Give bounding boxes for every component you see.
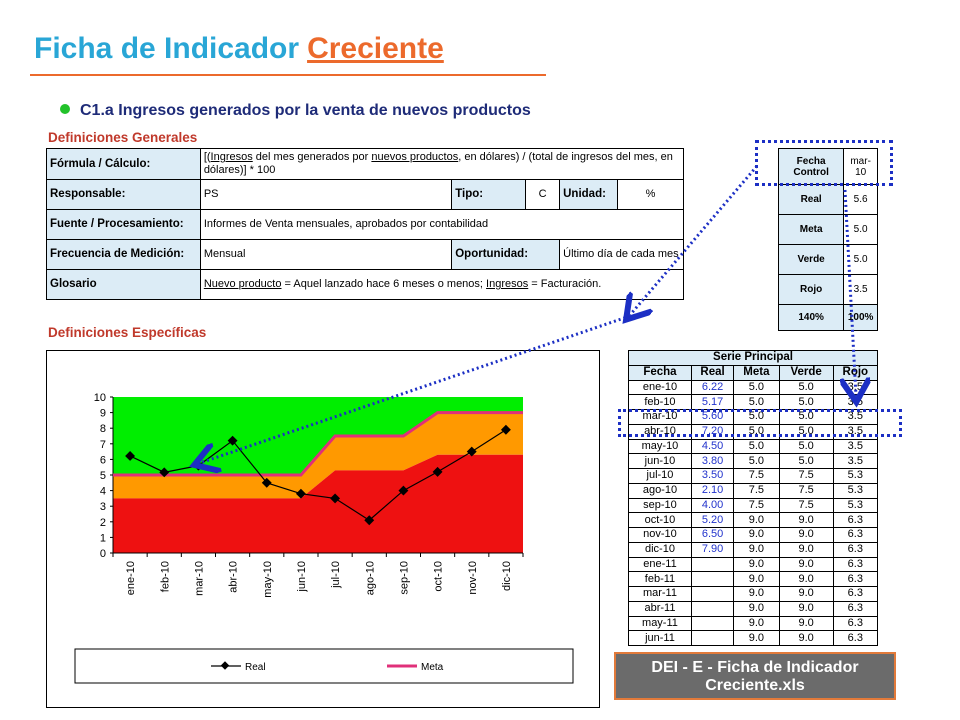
serie-cell-verde: 9.0	[779, 631, 833, 646]
serie-header-rojo: Rojo	[833, 365, 877, 380]
formula-label: Fórmula / Cálculo:	[47, 149, 201, 180]
y-tick-label: 2	[99, 516, 106, 529]
serie-cell-verde: 9.0	[779, 542, 833, 557]
control-verde-label: Verde	[779, 245, 844, 275]
frecuencia-value: Mensual	[200, 240, 451, 270]
serie-cell-fecha: oct-10	[629, 513, 692, 528]
control-rojo-label: Rojo	[779, 275, 844, 305]
slide-title-highlight: Creciente	[307, 32, 444, 65]
serie-cell-fecha: ene-10	[629, 380, 692, 395]
glosario-value: Nuevo producto = Aquel lanzado hace 6 meses o menos; Ingresos = Facturación.	[200, 270, 683, 300]
serie-cell-real: 5.17	[691, 395, 733, 410]
serie-cell-real: 2.10	[691, 483, 733, 498]
fecha-control-label: Fecha Control	[779, 149, 844, 185]
oportunidad-value: Último día de cada mes	[560, 240, 684, 270]
x-tick-label: sep-10	[398, 561, 411, 595]
serie-header-verde: Verde	[779, 365, 833, 380]
serie-cell-meta: 9.0	[734, 557, 779, 572]
fecha-control-value: mar-10	[844, 149, 878, 185]
indicator-name: C1.a Ingresos generados por la venta de nuevos productos	[80, 102, 531, 119]
x-tick-label: may-10	[261, 561, 274, 598]
serie-cell-rojo: 3.5	[833, 454, 877, 469]
serie-cell-fecha: sep-10	[629, 498, 692, 513]
control-rojo-value: 3.5	[844, 275, 878, 305]
serie-cell-meta: 9.0	[734, 542, 779, 557]
serie-cell-meta: 5.0	[734, 439, 779, 454]
unidad-label: Unidad:	[560, 180, 618, 210]
x-tick-label: dic-10	[500, 561, 513, 591]
section-general-title: Definiciones Generales	[48, 130, 198, 145]
serie-title: Serie Principal	[629, 351, 878, 366]
serie-cell-meta: 5.0	[734, 380, 779, 395]
serie-cell-real: 4.00	[691, 498, 733, 513]
serie-cell-rojo: 6.3	[833, 542, 877, 557]
serie-cell-rojo: 6.3	[833, 528, 877, 543]
serie-cell-meta: 5.0	[734, 395, 779, 410]
serie-cell-fecha: jun-11	[629, 631, 692, 646]
frecuencia-label: Frecuencia de Medición:	[47, 240, 201, 270]
responsable-value: PS	[200, 180, 451, 210]
serie-cell-rojo: 6.3	[833, 587, 877, 602]
serie-cell-verde: 5.0	[779, 424, 833, 439]
serie-cell-real: 6.22	[691, 380, 733, 395]
y-tick-label: 4	[99, 485, 106, 498]
serie-cell-meta: 9.0	[734, 616, 779, 631]
serie-cell-verde: 7.5	[779, 498, 833, 513]
serie-cell-rojo: 3.5	[833, 380, 877, 395]
serie-cell-verde: 9.0	[779, 572, 833, 587]
serie-cell-real: 5.20	[691, 513, 733, 528]
serie-cell-verde: 9.0	[779, 587, 833, 602]
y-tick-label: 8	[99, 423, 106, 436]
serie-cell-meta: 9.0	[734, 572, 779, 587]
serie-cell-meta: 9.0	[734, 528, 779, 543]
y-tick-label: 1	[99, 532, 106, 545]
slide-title-main: Ficha de Indicador	[34, 32, 300, 65]
x-tick-label: mar-10	[193, 561, 206, 596]
y-tick-label: 10	[93, 392, 106, 404]
control-pct-b: 100%	[844, 305, 878, 331]
serie-cell-verde: 5.0	[779, 395, 833, 410]
fuente-label: Fuente / Procesamiento:	[47, 210, 201, 240]
unidad-value: %	[618, 180, 684, 210]
control-meta-label: Meta	[779, 215, 844, 245]
serie-cell-meta: 9.0	[734, 631, 779, 646]
serie-cell-rojo: 6.3	[833, 572, 877, 587]
serie-cell-fecha: jun-10	[629, 454, 692, 469]
serie-cell-verde: 9.0	[779, 601, 833, 616]
serie-cell-fecha: may-10	[629, 439, 692, 454]
serie-cell-fecha: nov-10	[629, 528, 692, 543]
x-tick-label: nov-10	[466, 561, 479, 595]
control-verde-value: 5.0	[844, 245, 878, 275]
legend-real-label: Real	[245, 662, 266, 673]
serie-cell-meta: 5.0	[734, 424, 779, 439]
serie-cell-verde: 9.0	[779, 557, 833, 572]
serie-cell-fecha: may-11	[629, 616, 692, 631]
serie-cell-real: 3.50	[691, 469, 733, 484]
x-tick-label: ene-10	[125, 561, 138, 596]
serie-cell-rojo: 3.5	[833, 439, 877, 454]
x-tick-label: abr-10	[227, 561, 240, 593]
serie-cell-fecha: feb-11	[629, 572, 692, 587]
y-tick-label: 5	[99, 470, 106, 482]
serie-cell-verde: 9.0	[779, 616, 833, 631]
serie-cell-fecha: abr-11	[629, 601, 692, 616]
serie-cell-fecha: mar-10	[629, 410, 692, 425]
serie-cell-verde: 5.0	[779, 439, 833, 454]
serie-cell-fecha: mar-11	[629, 587, 692, 602]
serie-cell-rojo: 6.3	[833, 601, 877, 616]
y-tick-label: 0	[99, 548, 106, 560]
serie-cell-fecha: ago-10	[629, 483, 692, 498]
serie-cell-rojo: 6.3	[833, 557, 877, 572]
arrow-to-serie-row	[845, 190, 856, 396]
serie-header-fecha: Fecha	[629, 365, 692, 380]
serie-cell-rojo: 3.5	[833, 410, 877, 425]
serie-cell-fecha: abr-10	[629, 424, 692, 439]
serie-cell-meta: 5.0	[734, 410, 779, 425]
serie-cell-meta: 7.5	[734, 469, 779, 484]
serie-cell-verde: 5.0	[779, 454, 833, 469]
arrow-to-chart-point	[200, 316, 630, 463]
section-specific-title: Definiciones Específicas	[48, 325, 207, 340]
file-tag: DEI - E - Ficha de Indicador Creciente.xls	[614, 652, 896, 700]
serie-cell-fecha: feb-10	[629, 395, 692, 410]
control-meta-value: 5.0	[844, 215, 878, 245]
oportunidad-label: Oportunidad:	[452, 240, 560, 270]
tipo-value: C	[526, 180, 560, 210]
serie-cell-rojo: 6.3	[833, 631, 877, 646]
serie-cell-rojo: 6.3	[833, 616, 877, 631]
x-tick-label: jun-10	[295, 561, 308, 592]
serie-cell-rojo: 5.3	[833, 498, 877, 513]
x-tick-label: oct-10	[432, 561, 445, 592]
control-pct-a: 140%	[779, 305, 844, 331]
serie-cell-fecha: ene-11	[629, 557, 692, 572]
serie-cell-real: 4.50	[691, 439, 733, 454]
y-tick-label: 3	[99, 501, 106, 514]
serie-cell-rojo: 3.5	[833, 424, 877, 439]
serie-cell-meta: 7.5	[734, 498, 779, 513]
glosario-label: Glosario	[47, 270, 201, 300]
serie-cell-verde: 7.5	[779, 483, 833, 498]
serie-cell-rojo: 5.3	[833, 483, 877, 498]
y-tick-label: 7	[99, 438, 106, 451]
tipo-label: Tipo:	[452, 180, 526, 210]
serie-cell-rojo: 3.5	[833, 395, 877, 410]
responsable-label: Responsable:	[47, 180, 201, 210]
serie-cell-fecha: jul-10	[629, 469, 692, 484]
serie-cell-verde: 5.0	[779, 410, 833, 425]
serie-cell-verde: 5.0	[779, 380, 833, 395]
serie-cell-fecha: dic-10	[629, 542, 692, 557]
serie-cell-rojo: 6.3	[833, 513, 877, 528]
serie-cell-real: 7.90	[691, 542, 733, 557]
y-tick-label: 9	[99, 407, 106, 420]
x-tick-label: feb-10	[159, 561, 172, 593]
x-tick-label: jul-10	[330, 561, 343, 588]
serie-header-meta: Meta	[734, 365, 779, 380]
serie-cell-real: 7.20	[691, 424, 733, 439]
serie-cell-real: 5.60	[691, 410, 733, 425]
serie-cell-verde: 9.0	[779, 528, 833, 543]
serie-cell-meta: 9.0	[734, 601, 779, 616]
serie-cell-meta: 7.5	[734, 483, 779, 498]
control-real-label: Real	[779, 185, 844, 215]
serie-cell-real: 6.50	[691, 528, 733, 543]
serie-cell-meta: 9.0	[734, 513, 779, 528]
serie-cell-verde: 7.5	[779, 469, 833, 484]
legend-meta-label: Meta	[421, 662, 444, 673]
serie-cell-meta: 9.0	[734, 587, 779, 602]
serie-cell-meta: 5.0	[734, 454, 779, 469]
arrow-to-definitions	[630, 166, 757, 315]
fuente-value: Informes de Venta mensuales, aprobados por contabilidad	[200, 210, 683, 240]
serie-cell-real: 3.80	[691, 454, 733, 469]
y-tick-label: 6	[99, 454, 106, 467]
serie-header-real: Real	[691, 365, 733, 380]
x-tick-label: ago-10	[364, 561, 377, 596]
serie-cell-rojo: 5.3	[833, 469, 877, 484]
control-real-value: 5.6	[844, 185, 878, 215]
serie-cell-verde: 9.0	[779, 513, 833, 528]
formula-value: [(Ingresos del mes generados por nuevos productos, en dólares) / (total de ingresos del mes, en dólares)] * 100	[200, 149, 683, 180]
